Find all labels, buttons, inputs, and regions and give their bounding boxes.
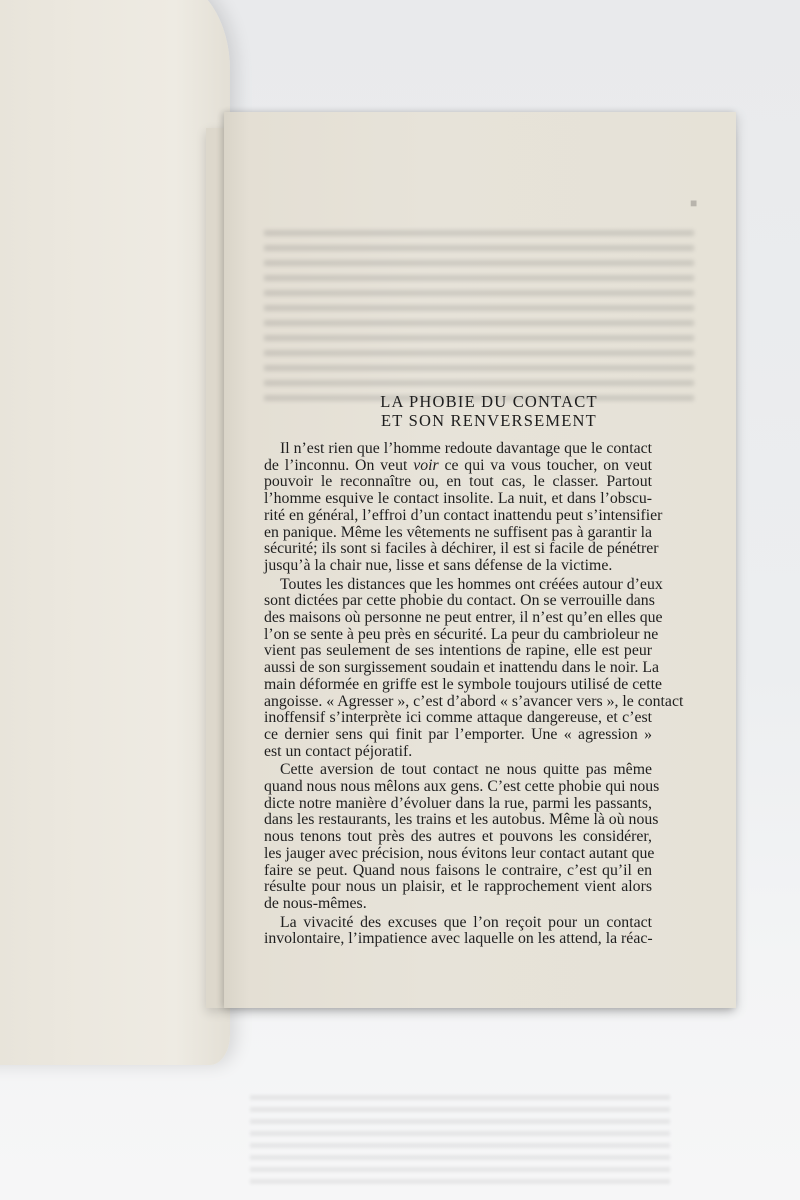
text-line: jusqu’à la chair nue, lisse et sans défense de la victime. [264,556,613,574]
text-line: en panique. Même les vêtements ne suffisent pas à garantir la [264,523,652,541]
text-line: de nous-mêmes. [264,894,367,912]
text-line: dans les restaurants, les trains et les autobus. Même là où nous [264,811,659,829]
left-page [0,0,230,1065]
paragraph-2 [264,575,684,761]
text-line: pouvoir le reconnaître ou, en tout cas, le classer. Partout [264,473,652,491]
text-line: sécurité; ils sont si faciles à déchirer, il est si facile de pénétrer [264,540,659,558]
text-line: inoffensif s’interprète ici comme attaque dangereuse, et c’est [264,709,652,727]
chapter-title-line-1: LA PHOBIE DU CONTACT [380,392,598,411]
text-line: de l’inconnu. On veut voir ce qui va vous toucher, on veut [264,456,652,474]
text-line: vient pas seulement de ses intentions de rapine, elle est peur [264,642,652,660]
text-line: ce dernier sens qui finit par l’emporter. Une « agression » [264,725,652,743]
text-line: nous tenons tout près des autres et pouvons les considérer, [264,828,652,846]
text-line: aussi de son surgissement soudain et inattendu dans le noir. La [264,659,660,677]
text-line: main déformée en griffe est le symbole toujours utilisé de cette [264,675,663,693]
text-line: faire se peut. Quand nous faisons le contraire, c’est qu’il en [264,861,652,879]
text-line: l’homme esquive le contact insolite. La nuit, et dans l’obscu- [264,490,652,508]
body-text [264,440,684,948]
text-line: rité en général, l’effroi d’un contact inattendu peut s’intensifier [264,506,663,524]
chapter-title-line-2: ET SON RENVERSEMENT [381,411,597,430]
paragraph-3 [264,761,660,912]
text-line: Il n’est rien que l’homme redoute davantage que le contact [280,440,652,457]
show-through-text [264,230,694,410]
table-reflection [250,1095,670,1185]
text-line: La vivacité des excuses que l’on reçoit pour un contact [280,913,652,931]
text-line: l’on se sente à peu près en sécurité. La peur du cambrioleur ne [264,625,659,643]
text-line: involontaire, l’impatience avec laquelle on les attend, la réac- [264,930,653,948]
text-line: des maisons où personne ne peut entrer, il n’est qu’en elles que [264,609,663,627]
show-through-page-number: ■ [690,196,698,210]
paragraph-4 [264,915,652,948]
text-line: angoisse. « Agresser », c’est d’abord « s’avancer vers », le contact [264,692,684,710]
text-line: quand nous nous mêlons aux gens. C’est cette phobie qui nous [264,778,660,796]
text-line: sont dictées par cette phobie du contact. On se verrouille dans [264,592,655,610]
text-line: les jauger avec précision, nous évitons leur contact autant que [264,844,655,862]
paragraph-1 [264,440,663,575]
text-line: Toutes les distances que les hommes ont créées autour d’eux [280,575,663,593]
text-line: résulte pour nous un plaisir, et le rapprochement vient alors [264,878,652,896]
text-line: dicte notre manière d’évoluer dans la rue, parmi les passants, [264,794,652,812]
text-line: est un contact péjoratif. [264,742,413,760]
text-line: Cette aversion de tout contact ne nous quitte pas même [280,761,652,779]
